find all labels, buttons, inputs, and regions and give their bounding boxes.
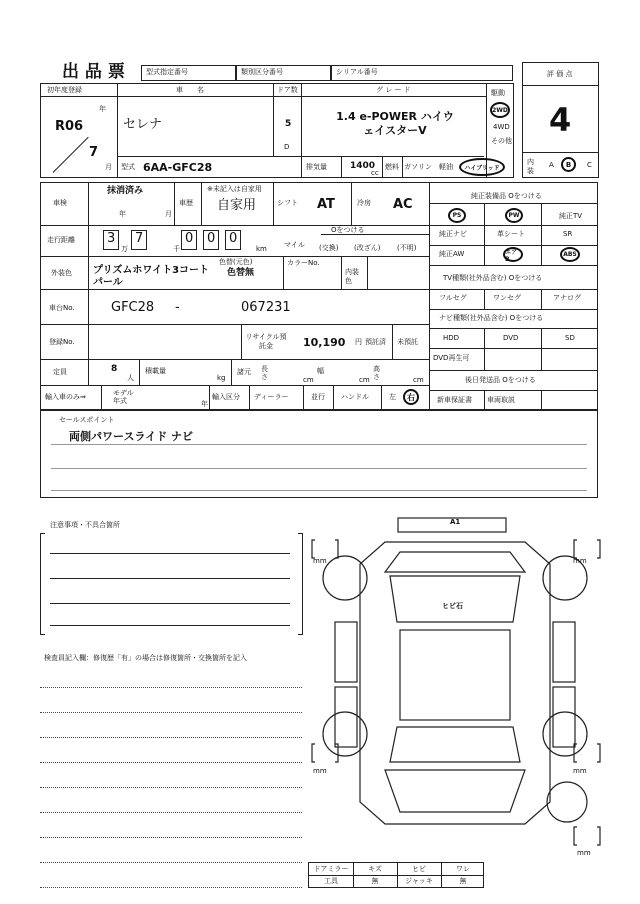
- fuel-hybrid-circled: ハイブリッド: [459, 158, 505, 176]
- bottom-r-1-text: 無: [371, 876, 379, 885]
- mileage-d2-text: 7: [135, 231, 144, 246]
- regno-recycle_label-text: リサイクル預託金: [245, 333, 287, 350]
- inspect-year_unit-text: 年: [119, 210, 126, 218]
- mileage-mile-text: マイル: [284, 241, 305, 249]
- equip-tv_title-text: TV種類(社外品含む) Oをつける: [443, 274, 543, 282]
- vehicle-info-block: [40, 83, 514, 178]
- serial-box: [331, 65, 513, 81]
- model-code: 6AA-GFC28: [143, 161, 213, 174]
- tools-table: [308, 862, 484, 888]
- car-grade_label-text: グ レ ー ド: [376, 86, 411, 94]
- inspect-history_label-text: 車歴: [179, 199, 193, 207]
- car-fuel_diesel-text: 軽油: [439, 163, 453, 171]
- interior-b-circled: B: [561, 157, 576, 172]
- type-code-box: [141, 65, 236, 81]
- inspect-history-text: 自家用: [217, 198, 257, 213]
- car-disp_unit-text: cc: [371, 169, 379, 177]
- color-label-text: 外装色: [51, 269, 72, 277]
- equip-nav-0-text: HDD: [443, 334, 460, 342]
- interior-grade: [522, 152, 599, 178]
- equip-later_title-text: 後日発送品 Oをつける: [465, 376, 536, 384]
- diagram-mm-text: mm: [313, 557, 327, 565]
- equip-row2-2-text: SR: [563, 230, 573, 238]
- import-parallel-text: 並行: [311, 393, 325, 401]
- import-year_unit-text: 年: [201, 400, 208, 408]
- car-door_type-text: D: [284, 143, 290, 151]
- diagram-mm-text: mm: [573, 557, 587, 565]
- bottom-h-0-text: ドアミラー: [313, 864, 349, 873]
- equip-airbag-circled: エアB: [503, 247, 523, 262]
- details-block: [40, 182, 598, 410]
- mileage-man-text: 万: [121, 245, 128, 253]
- equip-pw-circled: PW: [505, 208, 523, 223]
- car-interior_label-text: 内装: [527, 158, 534, 175]
- car-doors_label-text: ドア数: [277, 86, 298, 94]
- mileage-sen-text: 千: [173, 245, 180, 253]
- reg-label-text: 初年度登録: [47, 86, 82, 94]
- regno-not_deposited-text: 未預託: [397, 338, 418, 346]
- equip-nav_title-text: ナビ種類(社外品含む) Oをつける: [439, 314, 544, 322]
- mileage-d1-text: 3: [107, 231, 116, 246]
- equip-tv-1-text: ワンセグ: [493, 294, 521, 302]
- color-code_label-text: カラーNo.: [287, 259, 320, 267]
- sales-label-text: セールスポイント: [59, 416, 115, 424]
- equip-row3-0-text: 純正AW: [439, 250, 465, 258]
- bottom-h-3-text: ワレ: [456, 864, 470, 873]
- sales-point-block: [40, 410, 598, 498]
- equip-tv-0-text: フルセグ: [439, 294, 467, 302]
- equip-dvd-text: DVD再生可: [433, 354, 470, 362]
- reg-month_unit-text: 月: [105, 163, 112, 171]
- capacity-len_label-text: 長さ: [261, 365, 268, 381]
- regno-recycle_unit-text: 円: [355, 338, 362, 346]
- color-int_color_label-text: 内装色: [345, 268, 359, 285]
- handle-right-circled: 右: [403, 389, 419, 405]
- capacity-dim_label-text: 諸元: [237, 368, 251, 376]
- first-reg-year: R06: [55, 119, 84, 134]
- inspect-label-text: 車検: [53, 199, 67, 207]
- equip-nav-2-text: SD: [565, 334, 575, 342]
- import-dealer-text: ディーラー: [254, 393, 289, 401]
- car-disp_label-text: 排気量: [306, 163, 327, 171]
- mileage-note-text: Oをつける: [331, 226, 365, 234]
- car-name_label-text: 車 名: [176, 86, 204, 94]
- bottom-h-2-text: ヒビ: [412, 864, 426, 873]
- equip-tv-2-text: アナログ: [553, 294, 581, 302]
- header-type_code_label-text: 型式指定番号: [146, 68, 188, 76]
- sales-point-text: 両側パワースライド ナビ: [69, 430, 193, 443]
- inspector-label: 検査員記入欄：修復歴「有」の場合は修復箇所・交換箇所を記入: [44, 654, 247, 662]
- equip-later-0-text: 新車保証書: [437, 396, 472, 404]
- diagram-mm-text: mm: [577, 849, 591, 857]
- chassis-number-text: 067231: [241, 300, 291, 315]
- capacity-label-text: 定員: [53, 368, 67, 376]
- car-int_c-text: C: [587, 161, 592, 169]
- mileage-altered-text: (改ざん): [354, 244, 381, 252]
- car-fuel_label-text: 燃料: [385, 163, 399, 171]
- first-reg-month: 7: [89, 145, 99, 160]
- equip-abs-circled: ABS: [560, 247, 580, 262]
- mileage-unknown-text: (不明): [397, 244, 417, 252]
- header-eval_label-text: 評 価 点: [547, 70, 573, 78]
- import-label-text: 輸入車のみ⇒: [45, 393, 86, 401]
- diagram-mm-text: mm: [573, 767, 587, 775]
- mileage-label-text: 走行距離: [47, 236, 75, 244]
- car-drive_label-text: 駆動: [491, 89, 505, 97]
- capacity-unit-text: 人: [127, 374, 134, 382]
- capacity-cm-text: cm: [303, 376, 314, 384]
- capacity-load_label-text: 積載量: [145, 367, 166, 375]
- car-fuel_gas-text: ガソリン: [404, 163, 432, 171]
- capacity-cm-text: cm: [413, 376, 424, 384]
- inspect-history_note-text: ※未記入は自家用: [207, 185, 262, 193]
- car-doors-text: 5: [285, 119, 292, 129]
- bottom-r-3-text: 無: [459, 876, 467, 885]
- car-damage-diagram: [305, 512, 605, 862]
- damage-mark-a1: A1: [450, 518, 461, 526]
- chassis-label-text: 車台No.: [49, 304, 75, 312]
- reg-year_unit-text: 年: [99, 105, 106, 113]
- grade: 1.4 e-POWER ハイウェイスターV: [336, 110, 454, 137]
- equip-later-1-text: 車両取説: [487, 396, 515, 404]
- equip-nav-1-text: DVD: [503, 334, 519, 342]
- diagram-mm-text: mm: [313, 767, 327, 775]
- regno-deposited-text: 預託済: [365, 338, 386, 346]
- bottom-h-1-text: キズ: [368, 864, 382, 873]
- notes-label: 注意事項・不具合箇所: [50, 521, 120, 529]
- header-serial_label-text: シリアル番号: [336, 68, 378, 76]
- car-model_label-text: 型式: [121, 163, 135, 171]
- inspect-shift-text: AT: [317, 197, 335, 212]
- inspect-value-text: 抹消済み: [107, 186, 144, 196]
- inspect-ac_label-text: 冷房: [357, 199, 371, 207]
- equip-row2-0-text: 純正ナビ: [439, 230, 467, 238]
- equip-title-text: 純正装備品 Oをつける: [471, 192, 542, 200]
- import-category_label-text: 輸入区分: [212, 393, 240, 401]
- equip-ps-circled: PS: [448, 208, 466, 223]
- inspect-month_unit-text: 月: [165, 210, 172, 218]
- import-left-text: 左: [389, 393, 396, 401]
- car-name: セレナ: [123, 117, 163, 132]
- color-repaint-text: 色替無: [227, 268, 255, 278]
- car-drive_other-text: その他: [491, 137, 512, 145]
- capacity-value-text: 8: [111, 364, 118, 374]
- class-code-box: [236, 65, 331, 81]
- bottom-r-2-text: ジャッキ: [405, 876, 433, 885]
- chassis-prefix-text: GFC28: [111, 300, 155, 315]
- car-int_a-text: A: [549, 161, 554, 169]
- mileage-d3-text: 0: [185, 231, 194, 246]
- equip-row1-2-text: 純正TV: [559, 212, 583, 220]
- damage-mark-stone: ヒビ石: [442, 602, 463, 610]
- bottom-r-0-text: 工具: [324, 876, 338, 885]
- import-model_year_label-text: モデル年式: [113, 389, 134, 405]
- eval-score: 4: [549, 101, 572, 139]
- color-repaint_label-text: 色替(元色): [219, 258, 253, 266]
- mileage-km-text: km: [256, 245, 267, 253]
- capacity-load_unit-text: kg: [217, 374, 226, 382]
- regno-label-text: 登録No.: [49, 338, 75, 346]
- mileage-d4-text: 0: [207, 231, 216, 246]
- capacity-cm-text: cm: [359, 376, 370, 384]
- capacity-hgt_label-text: 高さ: [373, 365, 380, 381]
- form-title: 出 品 票: [62, 62, 125, 82]
- header-class_code_label-text: 類別区分番号: [241, 68, 283, 76]
- inspect-shift_label-text: シフト: [277, 199, 298, 207]
- car-drive_4wd-text: 4WD: [493, 123, 510, 131]
- chassis-dash-text: -: [175, 300, 180, 315]
- car-disp-text: 1400: [350, 161, 376, 171]
- mileage-d5-text: 0: [229, 231, 238, 246]
- regno-recycle-text: 10,190: [303, 336, 346, 349]
- drive-2wd-circled: 2WD: [490, 102, 510, 118]
- mileage-swap-text: (交換): [319, 244, 339, 252]
- exterior-color: プリズムホワイト3コートパール: [93, 265, 210, 288]
- capacity-wid_label-text: 幅: [317, 367, 324, 375]
- equip-row2-1-text: 革シート: [497, 230, 525, 238]
- import-handle_label-text: ハンドル: [341, 393, 369, 401]
- inspect-ac-text: AC: [393, 197, 413, 212]
